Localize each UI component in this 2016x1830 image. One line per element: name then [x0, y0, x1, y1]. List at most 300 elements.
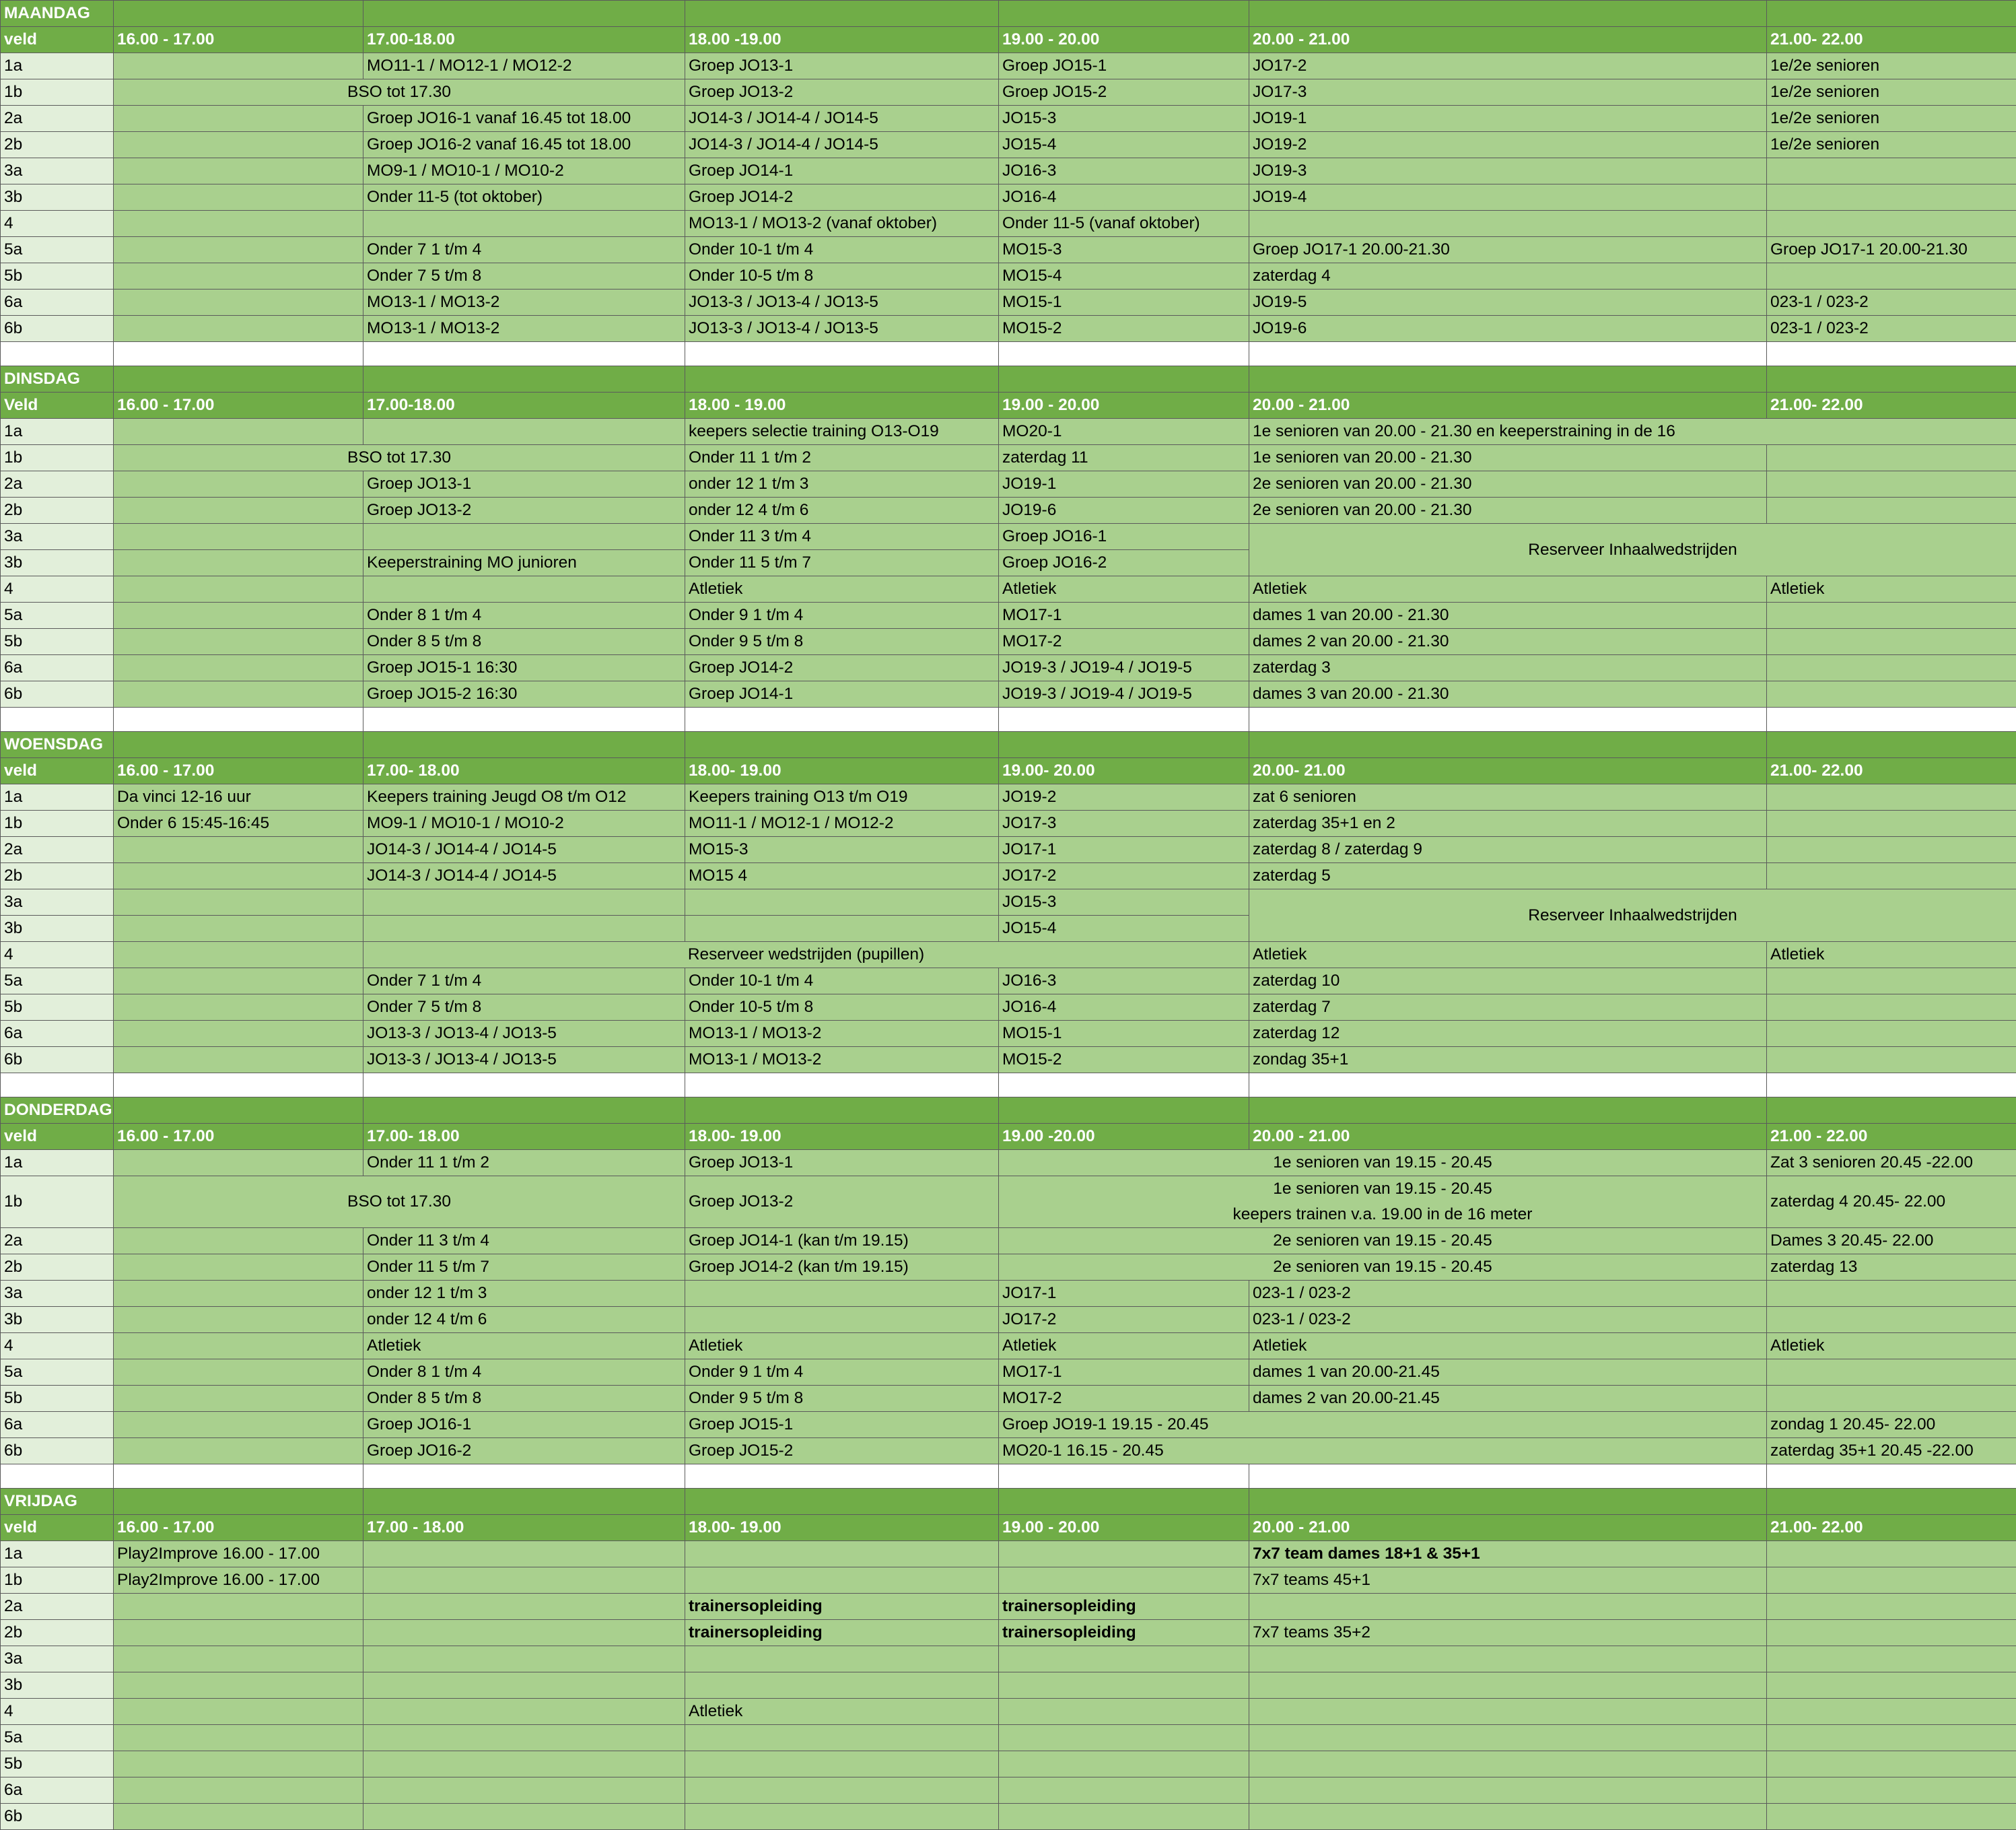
table-cell: Play2Improve 16.00 - 17.00	[114, 1541, 363, 1567]
table-cell: MO15-4	[999, 263, 1249, 290]
table-cell	[363, 211, 685, 237]
table-row	[1, 237, 2016, 263]
table-cell: JO14-3 / JO14-4 / JO14-5	[363, 863, 685, 889]
table-cell: JO14-3 / JO14-4 / JO14-5	[363, 837, 685, 863]
table-cell: dames 2 van 20.00 - 21.30	[1249, 629, 1767, 655]
table-cell: Onder 6 15:45-16:45	[114, 811, 363, 837]
field-label: 3b	[1, 550, 114, 576]
table-cell: JO13-3 / JO13-4 / JO13-5	[363, 1021, 685, 1047]
field-label: 1a	[1, 419, 114, 445]
field-label: 2b	[1, 1620, 114, 1646]
table-cell: MO13-1 / MO13-2 (vanaf oktober)	[685, 211, 999, 237]
table-cell: zaterdag 35+1 en 2	[1249, 811, 1767, 837]
table-cell	[685, 1725, 999, 1751]
table-cell	[685, 1646, 999, 1672]
table-cell	[1767, 1594, 2016, 1620]
table-cell	[114, 1672, 363, 1699]
header-cell: 17.00-18.00	[363, 27, 685, 53]
table-cell	[114, 211, 363, 237]
table-cell	[1767, 681, 2016, 708]
field-label: 4	[1, 942, 114, 968]
field-label: 1b	[1, 1567, 114, 1594]
table-cell: MO15-3	[999, 237, 1249, 263]
header-cell: 16.00 - 17.00	[114, 1515, 363, 1541]
table-cell: 1e senioren van 20.00 - 21.30 en keeperstraining in de 16	[1249, 419, 2016, 445]
table-cell: dames 1 van 20.00 - 21.30	[1249, 603, 1767, 629]
table-row	[1, 681, 2016, 708]
table-cell: Atletiek	[1249, 1333, 1767, 1359]
reserve-cell: Reserveer Inhaalwedstrijden	[1249, 524, 2016, 576]
table-cell: MO9-1 / MO10-1 / MO10-2	[363, 158, 685, 184]
header-cell: 21.00 - 22.00	[1767, 1124, 2016, 1150]
header-cell: 17.00- 18.00	[363, 1124, 685, 1150]
table-cell: Keepers training Jeugd O8 t/m O12	[363, 784, 685, 811]
table-cell: 2e senioren van 19.15 - 20.45	[999, 1254, 1767, 1281]
table-cell: JO19-3 / JO19-4 / JO19-5	[999, 655, 1249, 681]
table-row	[1, 498, 2016, 524]
table-cell	[1767, 1777, 2016, 1804]
table-row	[1, 784, 2016, 811]
table-cell: JO19-5	[1249, 290, 1767, 316]
table-cell: zaterdag 3	[1249, 655, 1767, 681]
header-cell: veld	[1, 1124, 114, 1150]
table-cell	[1767, 1359, 2016, 1386]
header-cell: 16.00 - 17.00	[114, 393, 363, 419]
table-cell: MO11-1 / MO12-1 / MO12-2	[685, 811, 999, 837]
day-title-dinsdag: DINSDAG	[1, 366, 114, 393]
header-cell: 20.00 - 21.00	[1249, 27, 1767, 53]
table-row	[1, 576, 2016, 603]
table-cell	[363, 1751, 685, 1777]
table-cell: Onder 11 5 t/m 7	[363, 1254, 685, 1281]
field-label: 1a	[1, 1541, 114, 1567]
table-cell	[999, 1567, 1249, 1594]
header-cell: 18.00- 19.00	[685, 1124, 999, 1150]
table-cell	[114, 132, 363, 158]
table-row	[1, 1725, 2016, 1751]
table-cell: MO15 4	[685, 863, 999, 889]
table-cell: Groep JO13-2	[685, 1176, 999, 1228]
table-cell: JO17-2	[999, 863, 1249, 889]
table-cell: Atletiek	[1767, 942, 2016, 968]
field-label: 5a	[1, 1359, 114, 1386]
table-cell	[114, 550, 363, 576]
table-cell: 1e/2e senioren	[1767, 106, 2016, 132]
cell-line: keepers trainen v.a. 19.00 in de 16 meter	[999, 1202, 1766, 1227]
table-cell	[114, 1333, 363, 1359]
table-cell: onder 12 1 t/m 3	[685, 471, 999, 498]
table-cell	[363, 419, 685, 445]
field-label: 2b	[1, 132, 114, 158]
field-label: 6a	[1, 290, 114, 316]
table-cell: Groep JO14-1	[685, 681, 999, 708]
table-cell: zaterdag 5	[1249, 863, 1767, 889]
table-cell: JO15-4	[999, 916, 1249, 942]
table-cell: 023-1 / 023-2	[1767, 316, 2016, 342]
table-cell: Da vinci 12-16 uur	[114, 784, 363, 811]
table-cell	[114, 106, 363, 132]
table-cell: zaterdag 4	[1249, 263, 1767, 290]
header-cell: 21.00- 22.00	[1767, 1515, 2016, 1541]
field-label: 3b	[1, 184, 114, 211]
table-cell	[114, 1646, 363, 1672]
field-label: 2a	[1, 837, 114, 863]
table-cell: Onder 8 5 t/m 8	[363, 1386, 685, 1412]
table-cell	[114, 681, 363, 708]
table-cell	[999, 1725, 1249, 1751]
table-cell: 7x7 teams 35+2	[1249, 1620, 1767, 1646]
header-cell: 19.00 - 20.00	[999, 1515, 1249, 1541]
table-row	[1, 158, 2016, 184]
table-cell: Groep JO14-1 (kan t/m 19.15)	[685, 1228, 999, 1254]
table-cell: Onder 11 1 t/m 2	[363, 1150, 685, 1176]
table-cell: JO19-2	[999, 784, 1249, 811]
table-cell: 2e senioren van 19.15 - 20.45	[999, 1228, 1767, 1254]
table-cell: JO14-3 / JO14-4 / JO14-5	[685, 106, 999, 132]
table-cell	[114, 1150, 363, 1176]
table-cell: Groep JO17-1 20.00-21.30	[1249, 237, 1767, 263]
table-cell	[114, 1047, 363, 1073]
table-cell	[1767, 445, 2016, 471]
table-cell: trainersopleiding	[685, 1594, 999, 1620]
header-cell: 20.00- 21.00	[1249, 758, 1767, 784]
table-cell	[1249, 1804, 1767, 1830]
table-cell: MO13-1 / MO13-2	[363, 316, 685, 342]
table-cell: JO16-4	[999, 184, 1249, 211]
field-label: 6a	[1, 1021, 114, 1047]
table-cell	[1249, 1699, 1767, 1725]
table-cell	[1767, 211, 2016, 237]
table-cell: MO15-1	[999, 290, 1249, 316]
table-cell: Onder 8 5 t/m 8	[363, 629, 685, 655]
table-cell	[1249, 1594, 1767, 1620]
table-cell: Groep JO17-1 20.00-21.30	[1767, 237, 2016, 263]
cell-line: 1e senioren van 19.15 - 20.45	[999, 1176, 1766, 1202]
table-cell: Onder 7 5 t/m 8	[363, 263, 685, 290]
header-cell: 19.00 - 20.00	[999, 27, 1249, 53]
table-cell	[1249, 1751, 1767, 1777]
table-cell: Onder 8 1 t/m 4	[363, 1359, 685, 1386]
table-row	[1, 419, 2016, 445]
table-row	[1, 471, 2016, 498]
table-row	[1, 1150, 2016, 1176]
table-row	[1, 968, 2016, 994]
table-cell	[114, 1699, 363, 1725]
header-cell: 16.00 - 17.00	[114, 27, 363, 53]
table-cell: Atletiek	[685, 1699, 999, 1725]
field-label: 6a	[1, 1777, 114, 1804]
day-title-maandag: MAANDAG	[1, 1, 114, 27]
table-row	[1, 994, 2016, 1021]
table-row	[1, 445, 2016, 471]
table-cell	[1767, 629, 2016, 655]
table-cell	[114, 1412, 363, 1438]
field-label: 6a	[1, 655, 114, 681]
table-cell: Onder 11 5 t/m 7	[685, 550, 999, 576]
table-cell	[114, 471, 363, 498]
table-cell: keepers selectie training O13-O19	[685, 419, 999, 445]
header-cell: 17.00 - 18.00	[363, 1515, 685, 1541]
table-cell: Groep JO15-2 16:30	[363, 681, 685, 708]
table-row	[1, 79, 2016, 106]
table-cell: JO17-1	[999, 837, 1249, 863]
table-cell	[1767, 1307, 2016, 1333]
header-cell: 21.00- 22.00	[1767, 27, 2016, 53]
table-cell: JO15-3	[999, 889, 1249, 916]
field-label: 3b	[1, 916, 114, 942]
table-row	[1, 1359, 2016, 1386]
table-cell: Reserveer wedstrijden (pupillen)	[363, 942, 1249, 968]
table-cell: Atletiek	[1767, 1333, 2016, 1359]
table-cell	[999, 1699, 1249, 1725]
table-row	[1, 211, 2016, 237]
table-cell: Groep JO14-1	[685, 158, 999, 184]
table-cell: JO19-1	[1249, 106, 1767, 132]
table-cell	[1767, 1541, 2016, 1567]
table-cell	[1767, 1751, 2016, 1777]
day-title-row	[1, 1, 2016, 27]
header-row	[1, 1515, 2016, 1541]
table-cell	[114, 1228, 363, 1254]
header-row	[1, 1124, 2016, 1150]
table-cell: Keeperstraining MO junioren	[363, 550, 685, 576]
table-cell	[1767, 1386, 2016, 1412]
table-cell	[114, 1725, 363, 1751]
table-cell	[114, 1751, 363, 1777]
field-label: 5a	[1, 968, 114, 994]
table-cell: Groep JO13-1	[363, 471, 685, 498]
field-label: 2b	[1, 863, 114, 889]
field-label: 5b	[1, 1386, 114, 1412]
table-row	[1, 263, 2016, 290]
table-cell: zaterdag 35+1 20.45 -22.00	[1767, 1438, 2016, 1464]
table-cell	[363, 1777, 685, 1804]
table-cell: zaterdag 8 / zaterdag 9	[1249, 837, 1767, 863]
table-cell	[999, 1672, 1249, 1699]
table-cell: Onder 11 1 t/m 2	[685, 445, 999, 471]
table-cell	[1767, 1567, 2016, 1594]
table-cell	[114, 576, 363, 603]
table-cell: Groep JO16-1	[999, 524, 1249, 550]
table-row	[1, 1021, 2016, 1047]
header-cell: 17.00- 18.00	[363, 758, 685, 784]
table-cell	[114, 1594, 363, 1620]
table-row	[1, 1594, 2016, 1620]
spacer-row	[1, 1073, 2016, 1097]
table-cell: Groep JO16-2	[363, 1438, 685, 1464]
table-cell: MO17-1	[999, 1359, 1249, 1386]
table-cell	[114, 53, 363, 79]
table-cell: onder 12 1 t/m 3	[363, 1281, 685, 1307]
table-cell	[114, 1281, 363, 1307]
table-cell: dames 1 van 20.00-21.45	[1249, 1359, 1767, 1386]
table-cell: zaterdag 4 20.45- 22.00	[1767, 1176, 2016, 1228]
table-cell	[1767, 471, 2016, 498]
table-cell	[363, 1567, 685, 1594]
table-cell: zaterdag 11	[999, 445, 1249, 471]
table-cell: zondag 1 20.45- 22.00	[1767, 1412, 2016, 1438]
table-row	[1, 837, 2016, 863]
table-cell: JO17-2	[1249, 53, 1767, 79]
table-cell	[114, 863, 363, 889]
table-cell: dames 2 van 20.00-21.45	[1249, 1386, 1767, 1412]
table-cell	[1767, 1047, 2016, 1073]
field-label: 5a	[1, 1725, 114, 1751]
table-cell: 2e senioren van 20.00 - 21.30	[1249, 498, 1767, 524]
table-cell	[685, 1281, 999, 1307]
table-cell	[114, 1804, 363, 1830]
table-cell: Atletiek	[363, 1333, 685, 1359]
table-cell: BSO tot 17.30	[114, 445, 685, 471]
header-cell: 19.00- 20.00	[999, 758, 1249, 784]
field-label: 2b	[1, 498, 114, 524]
header-row	[1, 758, 2016, 784]
day-title-row	[1, 1097, 2016, 1124]
table-row	[1, 1751, 2016, 1777]
table-cell: 1e senioren van 20.00 - 21.30	[1249, 445, 1767, 471]
header-cell: 16.00 - 17.00	[114, 1124, 363, 1150]
table-cell: zaterdag 12	[1249, 1021, 1767, 1047]
table-cell	[1767, 1699, 2016, 1725]
header-cell: 20.00 - 21.00	[1249, 1515, 1767, 1541]
field-label: 5b	[1, 994, 114, 1021]
table-cell	[114, 1777, 363, 1804]
table-cell	[1767, 1804, 2016, 1830]
table-cell	[114, 1386, 363, 1412]
header-cell: veld	[1, 27, 114, 53]
field-label: 5a	[1, 237, 114, 263]
table-cell: Groep JO16-2 vanaf 16.45 tot 18.00	[363, 132, 685, 158]
table-cell: MO17-1	[999, 603, 1249, 629]
table-cell: 1e/2e senioren	[1767, 53, 2016, 79]
table-cell	[685, 1672, 999, 1699]
table-row	[1, 629, 2016, 655]
table-cell: Groep JO13-2	[685, 79, 999, 106]
table-cell: trainersopleiding	[999, 1594, 1249, 1620]
table-row	[1, 184, 2016, 211]
table-cell	[114, 1254, 363, 1281]
field-label: 2b	[1, 1254, 114, 1281]
table-cell: zaterdag 7	[1249, 994, 1767, 1021]
table-row	[1, 1047, 2016, 1073]
table-cell	[1767, 1281, 2016, 1307]
table-cell	[114, 1307, 363, 1333]
table-row	[1, 1567, 2016, 1594]
table-row	[1, 1804, 2016, 1830]
table-cell	[363, 1672, 685, 1699]
table-cell: 023-1 / 023-2	[1249, 1281, 1767, 1307]
table-row	[1, 1541, 2016, 1567]
table-cell	[114, 419, 363, 445]
table-cell	[363, 1594, 685, 1620]
table-cell: Onder 7 1 t/m 4	[363, 968, 685, 994]
table-cell: MO15-2	[999, 1047, 1249, 1073]
table-cell: Onder 10-1 t/m 4	[685, 968, 999, 994]
field-label: 6b	[1, 1438, 114, 1464]
table-cell: Groep JO14-2	[685, 655, 999, 681]
table-cell	[1767, 837, 2016, 863]
field-label: 1b	[1, 79, 114, 106]
field-label: 2a	[1, 1594, 114, 1620]
field-label: 1a	[1, 1150, 114, 1176]
table-cell: Groep JO13-1	[685, 1150, 999, 1176]
table-row	[1, 863, 2016, 889]
field-label: 4	[1, 1333, 114, 1359]
table-cell	[363, 916, 685, 942]
table-cell	[114, 629, 363, 655]
header-cell: 18.00 -19.00	[685, 27, 999, 53]
table-row	[1, 1176, 2016, 1228]
table-cell: Onder 7 1 t/m 4	[363, 237, 685, 263]
table-cell: 1e/2e senioren	[1767, 79, 2016, 106]
table-cell: 7x7 teams 45+1	[1249, 1567, 1767, 1594]
table-cell	[1767, 784, 2016, 811]
day-title-vrijdag: VRIJDAG	[1, 1489, 114, 1515]
table-cell: Onder 9 1 t/m 4	[685, 1359, 999, 1386]
table-cell	[114, 1438, 363, 1464]
table-cell	[363, 576, 685, 603]
table-cell: 1e/2e senioren	[1767, 132, 2016, 158]
table-cell	[685, 1804, 999, 1830]
table-cell: Atletiek	[999, 576, 1249, 603]
header-cell: 18.00 - 19.00	[685, 393, 999, 419]
table-row	[1, 1699, 2016, 1725]
table-cell	[999, 1646, 1249, 1672]
header-cell: 17.00-18.00	[363, 393, 685, 419]
table-cell: onder 12 4 t/m 6	[363, 1307, 685, 1333]
field-label: 3a	[1, 1281, 114, 1307]
table-cell	[685, 916, 999, 942]
header-row	[1, 27, 2016, 53]
table-cell	[685, 1777, 999, 1804]
table-cell: Groep JO15-2	[685, 1438, 999, 1464]
table-cell	[999, 1541, 1249, 1567]
table-row	[1, 106, 2016, 132]
reserve-cell: Reserveer Inhaalwedstrijden	[1249, 889, 2016, 942]
day-title-donderdag: DONDERDAG	[1, 1097, 114, 1124]
field-label: 6b	[1, 316, 114, 342]
table-cell: 1e senioren van 19.15 - 20.45	[999, 1150, 1767, 1176]
field-label: 6a	[1, 1412, 114, 1438]
table-row	[1, 603, 2016, 629]
table-row	[1, 132, 2016, 158]
table-row	[1, 290, 2016, 316]
table-cell: MO13-1 / MO13-2	[685, 1047, 999, 1073]
field-label: 6b	[1, 1804, 114, 1830]
field-label: 6b	[1, 681, 114, 708]
field-label: 1b	[1, 811, 114, 837]
header-row	[1, 393, 2016, 419]
table-cell: MO17-2	[999, 629, 1249, 655]
table-cell	[363, 1699, 685, 1725]
table-cell: Groep JO19-1 19.15 - 20.45	[999, 1412, 1767, 1438]
table-cell: Onder 10-5 t/m 8	[685, 994, 999, 1021]
table-cell: JO19-6	[999, 498, 1249, 524]
table-row	[1, 1228, 2016, 1254]
day-title-woensdag: WOENSDAG	[1, 732, 114, 758]
table-cell	[1767, 994, 2016, 1021]
table-cell	[114, 889, 363, 916]
field-label: 6b	[1, 1047, 114, 1073]
table-cell: JO19-4	[1249, 184, 1767, 211]
table-cell: Onder 10-5 t/m 8	[685, 263, 999, 290]
table-cell: JO17-1	[999, 1281, 1249, 1307]
table-row	[1, 1620, 2016, 1646]
table-cell: JO19-3	[1249, 158, 1767, 184]
table-cell: JO14-3 / JO14-4 / JO14-5	[685, 132, 999, 158]
table-cell: Onder 9 1 t/m 4	[685, 603, 999, 629]
table-cell: JO15-3	[999, 106, 1249, 132]
